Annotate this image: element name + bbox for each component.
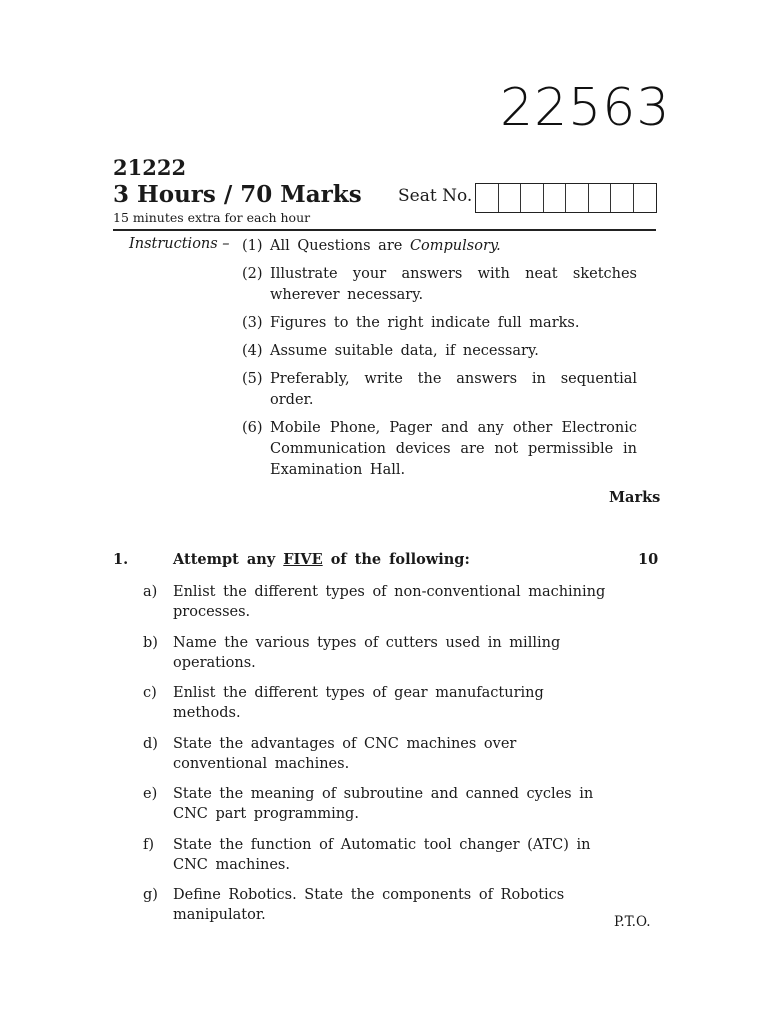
seat-cell xyxy=(544,184,567,212)
instruction-text: Figures to the right indicate full marks. xyxy=(270,315,580,331)
subquestion-letter: c) xyxy=(143,685,157,701)
instruction-number: (1) xyxy=(242,238,263,254)
instruction-number: (4) xyxy=(242,343,263,359)
seat-cell xyxy=(611,184,634,212)
instruction-text: Illustrate your answers with neat sketches wherever necessary. xyxy=(270,266,637,303)
subquestion xyxy=(143,885,613,925)
subquestion-text: Name the various types of cutters used in milling operations. xyxy=(173,634,561,671)
instruction-item xyxy=(242,264,637,306)
subquestion xyxy=(143,784,613,824)
instruction-text: Preferably, write the answers in sequential order. xyxy=(270,371,637,408)
instructions-label: Instructions – xyxy=(129,236,230,252)
instruction-text-main: All Questions are xyxy=(270,238,410,254)
subquestion xyxy=(143,835,613,875)
instructions-list xyxy=(242,236,637,488)
subquestion-letter: d) xyxy=(143,735,158,752)
subquestion-text: State the function of Automatic tool changer (ATC) in CNC machines. xyxy=(173,836,591,873)
subquestion-letter: f) xyxy=(143,836,155,853)
instruction-item xyxy=(242,313,637,334)
subquestion xyxy=(143,683,613,723)
question-title-start: Attempt any xyxy=(173,551,284,568)
seat-cell xyxy=(566,184,589,212)
seat-cell xyxy=(589,184,612,212)
instruction-item xyxy=(242,341,637,362)
instruction-text: Assume suitable data, if necessary. xyxy=(270,343,539,359)
instruction-number: (5) xyxy=(242,371,263,387)
instruction-number: (6) xyxy=(242,420,263,436)
instruction-text xyxy=(270,236,637,257)
instruction-item xyxy=(242,418,637,481)
paper-code: 22563 xyxy=(500,78,671,138)
subquestion-letter: a) xyxy=(143,584,158,600)
seat-label: Seat No. xyxy=(398,186,473,206)
subquestion-text: Enlist the different types of non-conventional machining processes. xyxy=(173,584,606,620)
seat-cell xyxy=(521,184,544,212)
subquestion-text: Define Robotics. State the components of Robotics manipulator. xyxy=(173,887,565,923)
subquestion-text: State the meaning of subroutine and canned cycles in CNC part programming. xyxy=(173,786,594,822)
marks-heading: Marks xyxy=(609,489,661,506)
instruction-text: Mobile Phone, Pager and any other Electronic Communication devices are not permissible in Examination Hall. xyxy=(270,420,637,478)
subject-code: 21222 xyxy=(113,155,187,180)
subquestion-letter: g) xyxy=(143,887,158,903)
seat-cell xyxy=(634,184,657,212)
question-title-end: of the following: xyxy=(322,551,470,568)
subquestion-letter: e) xyxy=(143,786,158,802)
subquestion xyxy=(143,734,613,774)
instruction-number: (2) xyxy=(242,266,263,282)
header-divider xyxy=(113,229,656,231)
instruction-item xyxy=(242,369,637,411)
question-title-underlined: FIVE xyxy=(283,551,323,568)
instruction-item xyxy=(242,236,637,257)
subquestion-list xyxy=(143,582,613,936)
page-turn-over: P.T.O. xyxy=(614,914,651,930)
subquestion xyxy=(143,633,613,673)
duration-marks: 3 Hours / 70 Marks xyxy=(113,181,362,208)
seat-cell xyxy=(476,184,499,212)
instruction-number: (3) xyxy=(242,315,263,331)
seat-number-boxes xyxy=(475,183,657,213)
seat-cell xyxy=(499,184,522,212)
subquestion xyxy=(143,582,613,622)
question-number: 1. xyxy=(113,551,129,568)
question-marks: 10 xyxy=(638,551,659,568)
extra-time-note: 15 minutes extra for each hour xyxy=(113,210,311,225)
instruction-text-italic: Compulsory. xyxy=(409,238,501,254)
subquestion-text: Enlist the different types of gear manufacturing methods. xyxy=(173,685,544,721)
subquestion-text: State the advantages of CNC machines over conventional machines. xyxy=(173,735,517,772)
question-title xyxy=(173,551,470,568)
subquestion-letter: b) xyxy=(143,634,158,651)
